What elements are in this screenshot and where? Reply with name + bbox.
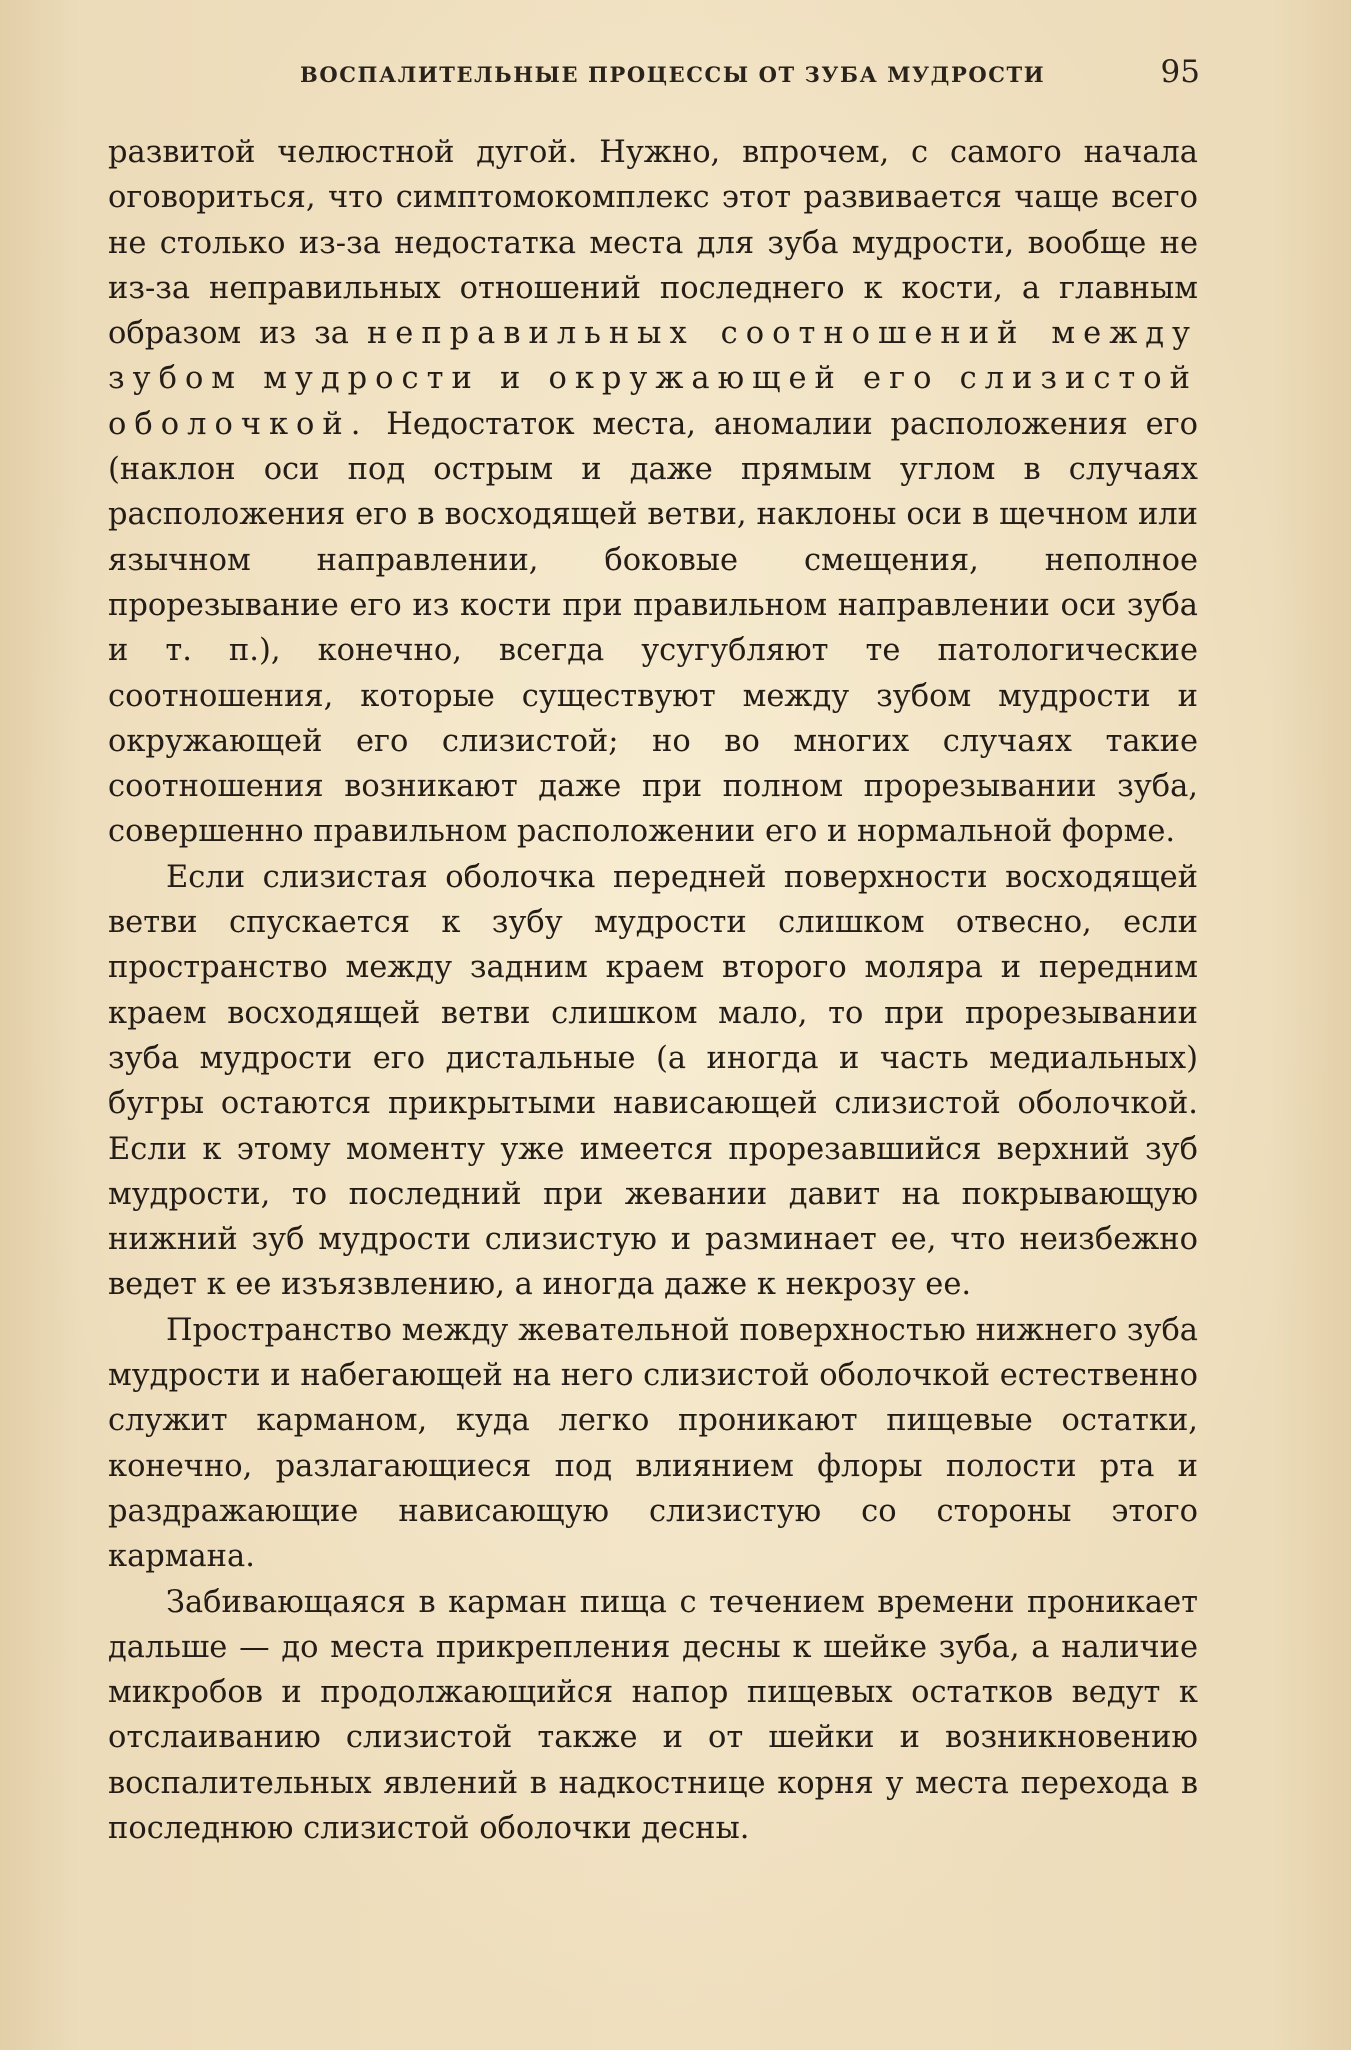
paragraph-4: Забивающаяся в карман пища с течением времени проникает дальше — до места прикрепления десны к шейке зуба, а наличие микробов и продолжающийся напор пищевых остатков ведут к отслаиванию слизистой также и от шейки и возникновению воспалительных явлений в надкостнице корня у места перехода в последнюю слизистой оболочки десны. xyxy=(108,1584,1198,1846)
running-head: ВОСПАЛИТЕЛЬНЫЕ ПРОЦЕССЫ ОТ ЗУБА МУДРОСТИ xyxy=(300,62,1046,87)
paragraph-2: Если слизистая оболочка передней поверхности восходящей ветви спускается к зубу мудрости слишком отвесно, если пространство между задним краем второго моляра и передним краем восходящей ветви слишком мало, то при прорезывании зуба мудрости его дистальные (а иногда и часть медиальных) бугры остаются прикрытыми нависающей слизистой оболочкой. Если к этому моменту уже имеется прорезавшийся верхний зуб мудрости, то последний при жевании давит на покрывающую нижний зуб мудрости слизистую и разминает ее, что неизбежно ведет к ее изъязвлению, а иногда даже к некрозу ее. xyxy=(108,859,1198,1303)
page-number: 95 xyxy=(1160,54,1200,90)
body-text xyxy=(108,130,1198,1851)
page-header xyxy=(300,54,1200,94)
paragraph-3: Пространство между жевательной поверхностью нижнего зуба мудрости и набегающей на него слизистой оболочкой естественно служит карманом, куда легко проникают пищевые остатки, конечно, разлагающиеся под влиянием флоры полости рта и раздражающие нависающую слизистую со стороны этого кармана. xyxy=(108,1312,1198,1575)
paragraph-1 xyxy=(108,130,1198,855)
paragraph-1-part-3: Недостаток места, аномалии расположения его (наклон оси под острым и даже прямым углом в случаях расположения его в восходящей ветви, наклоны оси в щечном или язычном направлении, боковые смещения, неполное прорезывание его из кости при правильном направлении оси зуба и т. п.), конечно, всегда усугубляют те патологические соотношения, которые существуют между зубом мудрости и окружающей его слизистой; но во многих случаях такие соотношения возникают даже при полном прорезывании зуба, совершенно правильном расположении его и нормальной форме. xyxy=(108,406,1198,850)
paragraph-1-part-1: развитой челюстной дугой. Нужно, впрочем, с самого начала оговориться, что симптомокомплекс этот развивается чаще всего не столько из-за недостатка места для зуба мудрости, вообще не из-за неправильных отношений последнего к кости, а главным образом из за xyxy=(108,135,1198,352)
emphasized-spaced-text: неправильных соотношений между зубом мудрости и окружающей его слизистой оболочкой. xyxy=(108,316,1198,442)
